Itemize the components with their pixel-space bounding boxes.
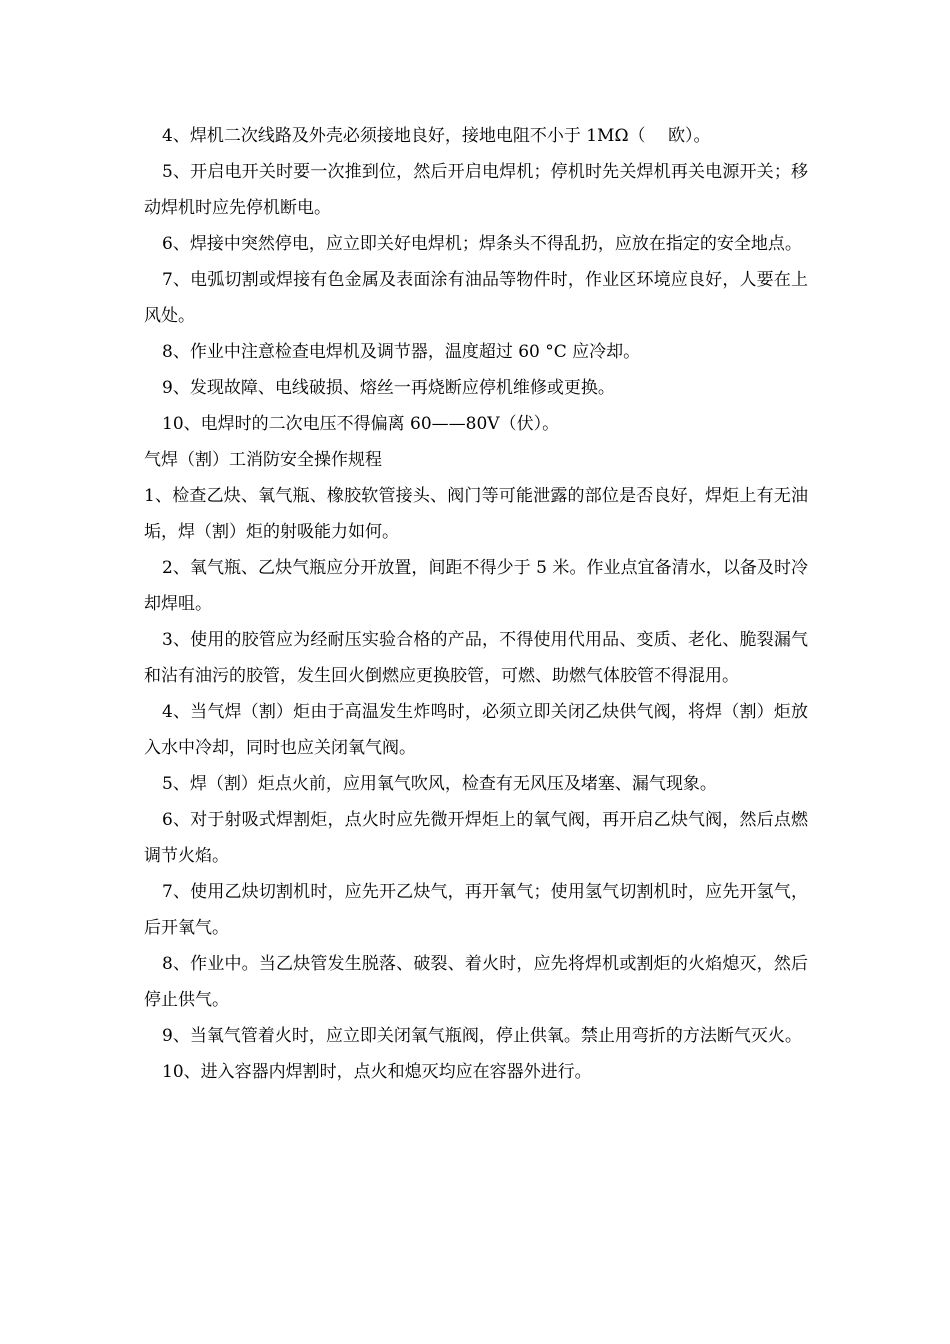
rule-item-7: 7、电弧切割或焊接有色金属及表面涂有油品等物件时，作业区环境应良好，人要在上风处。 (144, 270, 808, 326)
rule-item-5: 5、开启电开关时要一次推到位，然后开启电焊机；停机时先关焊机再关电源开关；移动焊机时应先停机断电。 (144, 162, 808, 218)
gas-rule-item-6: 6、对于射吸式焊割炬，点火时应先微开焊炬上的氧气阀，再开启乙炔气阀，然后点燃调节火焰。 (144, 810, 808, 866)
rule-item-6: 6、焊接中突然停电，应立即关好电焊机；焊条头不得乱扔，应放在指定的安全地点。 (162, 234, 802, 254)
document-page (144, 118, 808, 1090)
gas-rule-item-4: 4、当气焊（割）炬由于高温发生炸鸣时，必须立即关闭乙炔供气阀，将焊（割）炬放入水中冷却，同时也应关闭氧气阀。 (144, 702, 808, 758)
gas-rule-item-9: 9、当氧气管着火时，应立即关闭氧气瓶阀，停止供氧。禁止用弯折的方法断气灭火。 (162, 1026, 802, 1046)
gas-rule-item-2: 2、氧气瓶、乙炔气瓶应分开放置，间距不得少于 5 米。作业点宜备清水，以备及时冷却焊咀。 (144, 558, 808, 614)
gas-rule-item-7: 7、使用乙炔切割机时，应先开乙炔气，再开氧气；使用氢气切割机时，应先开氢气，后开氧气。 (144, 882, 808, 938)
gas-rule-item-1: 1、检查乙炔、氧气瓶、橡胶软管接头、阀门等可能泄露的部位是否良好，焊炬上有无油垢，焊（割）炬的射吸能力如何。 (144, 486, 808, 542)
rule-item-8: 8、作业中注意检查电焊机及调节器，温度超过 60 °C 应冷却。 (162, 342, 641, 362)
gas-rule-item-8: 8、作业中。当乙炔管发生脱落、破裂、着火时，应先将焊机或割炬的火焰熄灭，然后停止供气。 (144, 954, 808, 1010)
rule-item-4: 4、焊机二次线路及外壳必须接地良好，接地电阻不小于 1MΩ（ 欧）。 (162, 126, 711, 146)
gas-rule-item-5: 5、焊（割）炬点火前，应用氧气吹风，检查有无风压及堵塞、漏气现象。 (162, 774, 717, 794)
rule-item-10: 10、电焊时的二次电压不得偏离 60——80V（伏）。 (162, 414, 560, 434)
rule-item-9: 9、发现故障、电线破损、熔丝一再烧断应停机维修或更换。 (162, 378, 615, 398)
gas-rule-item-10: 10、进入容器内焊割时，点火和熄灭均应在容器外进行。 (162, 1062, 592, 1082)
section-title: 气焊（割）工消防安全操作规程 (144, 450, 382, 470)
gas-rule-item-3: 3、使用的胶管应为经耐压实验合格的产品，不得使用代用品、变质、老化、脆裂漏气和沾有油污的胶管，发生回火倒燃应更换胶管，可燃、助燃气体胶管不得混用。 (144, 630, 808, 686)
